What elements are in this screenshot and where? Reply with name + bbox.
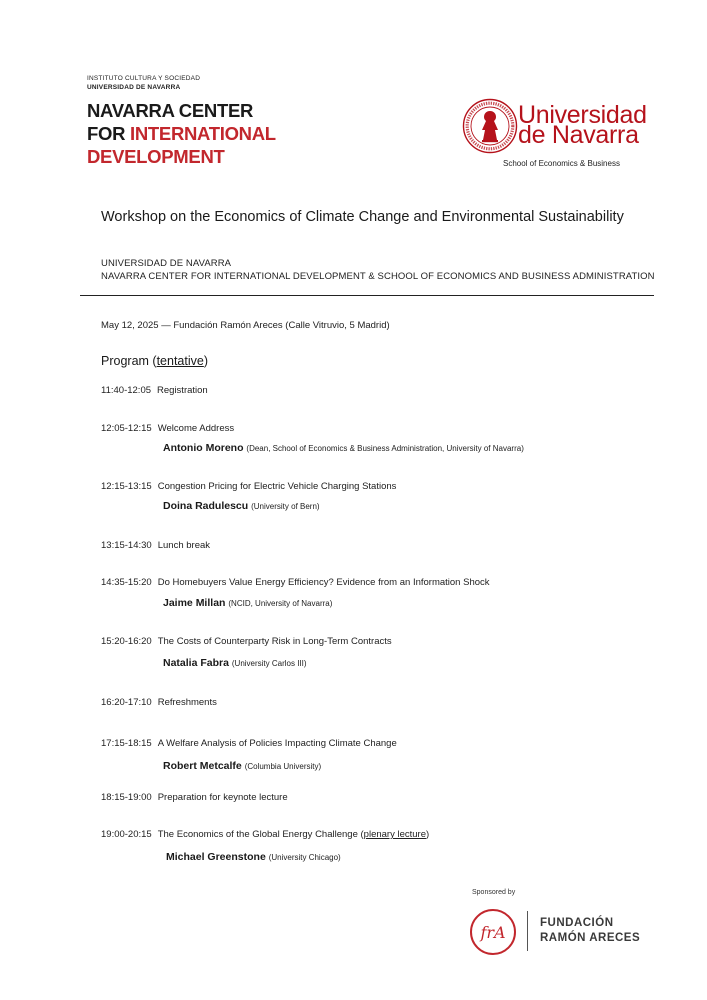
date-and-venue: May 12, 2025 — Fundación Ramón Areces (Calle Vitruvio, 5 Madrid)	[101, 320, 390, 331]
school-name: School of Economics & Business	[503, 159, 620, 168]
ncid-logo-subtitle-2: UNIVERSIDAD DE NAVARRA	[87, 84, 181, 91]
university-name-line-1: Universidad	[518, 101, 647, 129]
ncid-logo-line-1: NAVARRA CENTER	[87, 100, 254, 121]
schedule-item: 18:15-19:00 Preparation for keynote lecture	[101, 792, 288, 803]
organizer-line-2: NAVARRA CENTER FOR INTERNATIONAL DEVELOPMENT & SCHOOL OF ECONOMICS AND BUSINESS ADMINISTRATION	[101, 271, 655, 282]
schedule-item: 12:15-13:15 Congestion Pricing for Electric Vehicle Charging Stations	[101, 481, 397, 492]
speaker-line: Robert Metcalfe (Columbia University)	[163, 760, 322, 772]
speaker-line: Michael Greenstone (University Chicago)	[166, 851, 341, 863]
schedule-item: 14:35-15:20 Do Homebuyers Value Energy Efficiency? Evidence from an Information Shock	[101, 577, 490, 588]
plenary-lecture-link[interactable]: plenary lecture	[363, 829, 426, 840]
sponsor-divider	[527, 911, 528, 951]
organizer-line-1: UNIVERSIDAD DE NAVARRA	[101, 258, 232, 269]
schedule-item: 15:20-16:20 The Costs of Counterparty Risk in Long-Term Contracts	[101, 636, 392, 647]
schedule-item: 12:05-12:15 Welcome Address	[101, 423, 235, 434]
speaker-line: Doina Radulescu (University of Bern)	[163, 500, 320, 512]
university-seal-icon	[462, 98, 518, 154]
speaker-line: Antonio Moreno (Dean, School of Economics & Business Administration, University of Navarra)	[163, 442, 524, 454]
speaker-line: Jaime Millan (NCID, University of Navarra)	[163, 597, 333, 609]
ncid-logo-line-3: DEVELOPMENT	[87, 146, 225, 167]
sponsor-name-line-2: RAMÓN ARECES	[540, 932, 641, 944]
ncid-logo-subtitle-1: INSTITUTO CULTURA Y SOCIEDAD	[87, 75, 201, 82]
schedule-item: 13:15-14:30 Lunch break	[101, 540, 211, 551]
sponsor-name-line-1: FUNDACIÓN	[540, 917, 614, 929]
schedule-item: 17:15-18:15 A Welfare Analysis of Policies Impacting Climate Change	[101, 738, 397, 749]
speaker-line: Natalia Fabra (University Carlos III)	[163, 657, 307, 669]
schedule-item: 19:00-20:15 The Economics of the Global Energy Challenge (plenary lecture)	[101, 829, 430, 840]
ncid-logo-line-2: FOR INTERNATIONAL	[87, 123, 276, 144]
schedule-item: 16:20-17:10 Refreshments	[101, 697, 217, 708]
program-heading: Program (tentative)	[101, 354, 209, 368]
fundacion-logo-icon	[468, 907, 518, 957]
schedule-item: 11:40-12:05 Registration	[101, 385, 208, 396]
sponsored-by-label: Sponsored by	[472, 889, 516, 896]
workshop-title: Workshop on the Economics of Climate Change and Environmental Sustainability	[101, 209, 624, 225]
university-name-line-2: de Navarra	[518, 121, 639, 149]
header-divider	[80, 295, 654, 296]
svg-text:frA: frA	[480, 923, 506, 942]
